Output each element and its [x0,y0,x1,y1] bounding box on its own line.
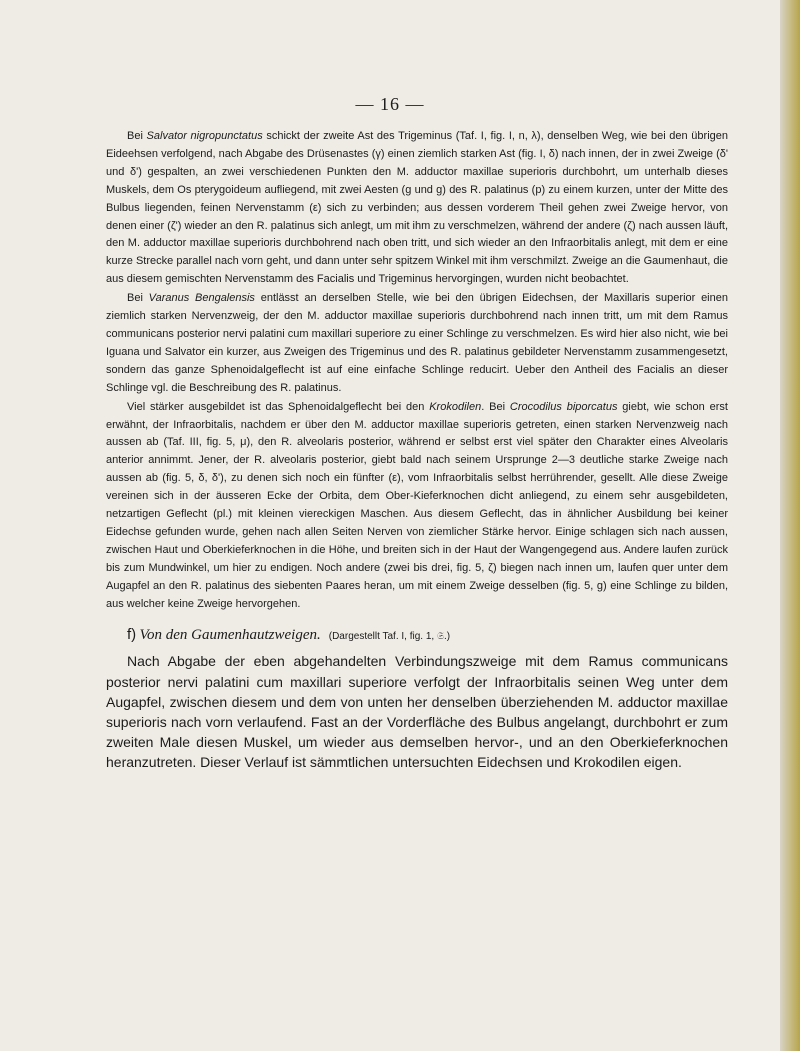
text-run: entlässt an derselben Stelle, wie bei den übrigen Eidechsen, der Maxillaris superior einen ziemlich starken Nervenzweig, der den M. adductor maxillae superioris durchbohrend nach innen tritt, um mit dem Ramus communicans posterior nervi palatini cum maxillari superiore zu einer Schlinge zu verschmelzen. Es wird hier also nicht, wie bei Iguana und Salvator ein kurzer, aus Zweigen des Trigeminus und des R. palatinus gebildeter Nervenstamm zusammengesetzt, sondern das ganze Sphenoidalgeflecht ist auf eine einfache Schlinge reducirt. Ueber den Antheil des Facialis an dieser Schlinge vgl. die Beschreibung des R. palatinus. [106,292,728,394]
page-edge [780,0,800,1051]
paragraph-gaumenhaut: Nach Abgabe der eben abgehandelten Verbindungszweige mit dem Ramus communicans posterior nervi palatini cum maxillari superiore verfolgt der Infraorbitalis seinen Weg unter dem Augapfel, zwischen diesem und dem von unten her denselben überziehenden M. adductor maxillae superioris nach vorn verlaufend. Fast an der Vorderfläche des Bulbus angelangt, durchbohrt er zum zweiten Male diesen Muskel, um wieder aus demselben hervor-, und an den Oberkieferknochen heranzutreten. Dieser Verlauf ist sämmtlichen untersuchten Eidechsen und Krokodilen eigen. [106,653,728,771]
text-run: . Bei [481,400,510,413]
text-run: Viel stärker ausgebildet ist das Sphenoidalgeflecht bei den [127,400,430,413]
paragraph-salvator [106,128,728,289]
figure-reference: (Dargestellt Taf. I, fig. 1, 𝔖.) [328,631,451,643]
paragraph-krokodile [106,399,728,614]
text-run: schickt der zweite Ast des Trigeminus (Taf. I, fig. I, n, λ), denselben Weg, wie bei den übrigen Eideehsen verfolgend, nach Abgabe des Drüsenastes (γ) einen ziemlich starken Ast (fig. I, δ) nach innen, der in zwei Zweige (δ' und δ') gespalten, an zwei verschiedenen Punkten den M. adductor maxillae superioris durchbohrt, um unterhalb dieses Muskels, dem Os pterygoideum aufliegend, mit zwei Aesten (g und g) des R. palatinus (p) zu einem kurzen, unter der Mitte des Bulbus liegenden, feinen Nervenstamm (ε) sich zu verbinden; aus dessen vorderem Theil gehen zwei Zweige hervor, von denen einer (ζ') wieder an den R. palatinus sich anlegt, um mit ihm zu verschmelzen, während der andere (ζ) nach aussen läuft, den M. adductor maxillae superioris durchbohrend nach oben tritt, und sich wieder an den Infraorbitalis anlegt, mit dem er eine kurze Strecke parallel nach vorn geht, und dann unter sehr spitzem Winkel mit ihm verschmilzt. Zweige an die Gaumenhaut, die aus diesem gemischten Nervenstamm des Facialis und Trigeminus hervorgingen, wurden nicht beobachtet. [106,130,729,286]
group-name: Krokodilen [429,400,482,413]
text-run: Bei [127,130,147,142]
section-title: Von den Gaumenhautzweigen. [139,627,321,644]
species-name: Varanus Bengalensis [148,292,255,305]
text-run: Bei [127,292,149,305]
species-name: Crocodilus biporcatus [509,400,618,413]
page-number: — 16 — [355,94,425,114]
page-body [106,128,728,773]
species-name: Salvator nigropunctatus [146,130,263,142]
paragraph-varanus [106,290,728,397]
section-heading-f [106,625,728,647]
section-marker: f) [127,626,137,644]
text-run: giebt, wie schon erst erwähnt, der Infraorbitalis, nachdem er über den M. adductor maxillae superioris getreten, einen starken Nervenzweig nach aussen ab (Taf. III, fig. 5, μ), den R. alveolaris posterior, während er selbst erst viel später den Charakter eines Alveolaris anterior annimmt. Jener, der R. alveolaris posterior, giebt bald nach seinem Ursprunge 2—3 deutliche starke Zweige nach aussen ab (fig. 5, δ, δ'), zu denen sich noch ein fünfter (ε), vom Infraorbitalis selbst herrührender, gesellt. Alle diese Zweige vereinen sich in der äusseren Ecke der Orbita, dem Ober-Kieferknochen dicht anliegend, zu einem sehr ausgebildeten, netzartigen Geflecht (pl.) mit kleinen viereckigen Maschen. Aus diesem Geflecht, das in ähnlicher Ausbildung bei keiner Eidechse gefunden wurde, gehen nach allen Seiten Nerven von ziemlicher Stärke hervor. Einige schlagen sich nach aussen, zwischen Haut und Oberkieferknochen in die Höhe, und breiten sich in der Haut der Wangengegend aus. Andere laufen zurück bis zum Mundwinkel, um hier zu endigen. Noch andere (zwei bis drei, fig. 5, ζ) biegen nach innen um, laufen quer unter dem Augapfel an den R. palatinus des siebenten Paares heran, um mit einem Zweige desselben (fig. 5, g) eine Schlinge zu bilden, aus welcher keine Zweige hervorgehen. [106,400,728,610]
